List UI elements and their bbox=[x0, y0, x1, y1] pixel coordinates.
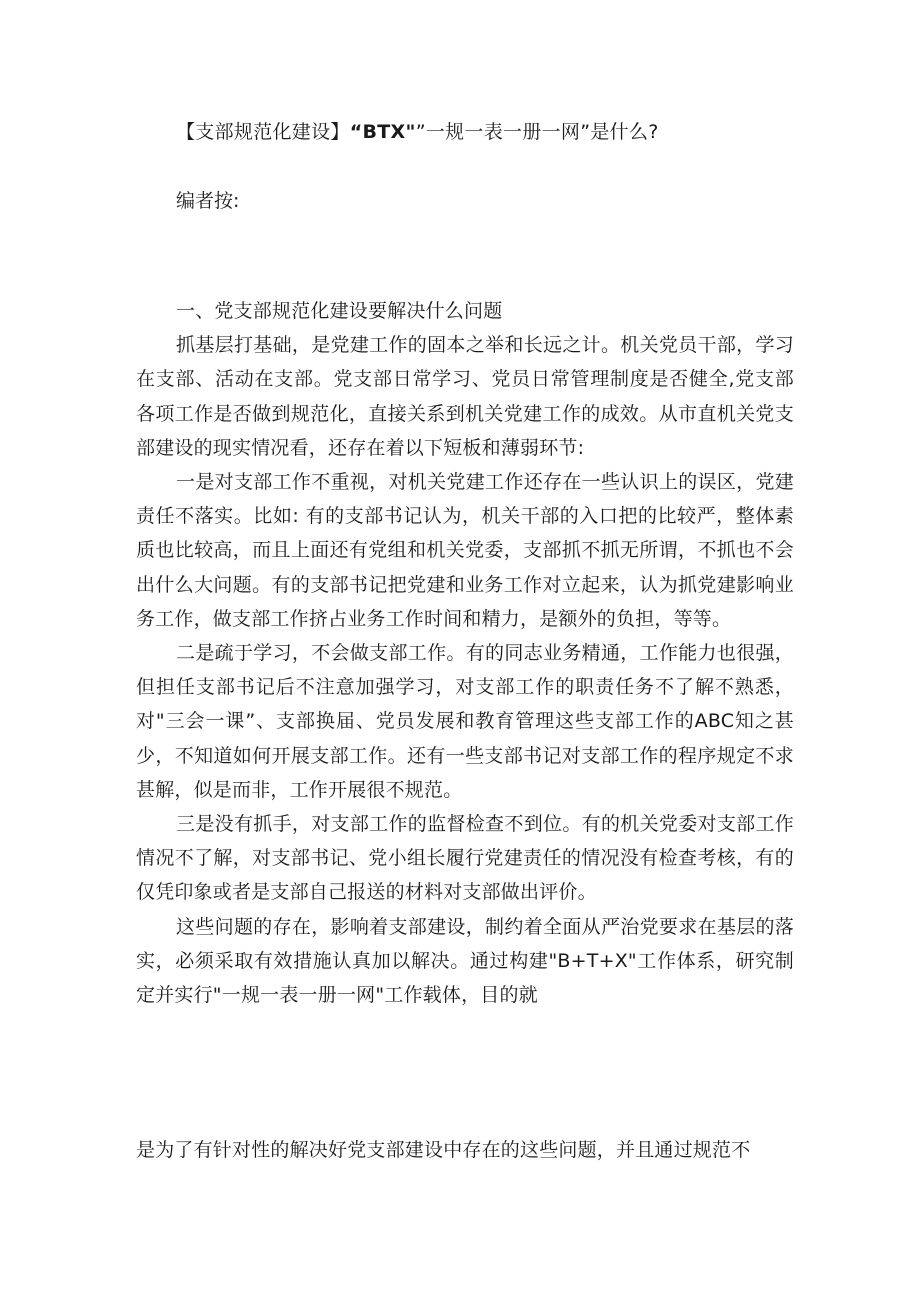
body-text bbox=[136, 294, 794, 1012]
paragraph-2: 一是对支部工作不重视，对机关党建工作还存在一些认识上的误区，党建责任不落实。比如: 有的支部书记认为，机关干部的入口把的比较严，整体素质也比较高，而且上面还有党组和机关党委，支部抓不抓无所谓，不抓也不会出什么大问题。有的支部书记把党建和业务工作对立起来，认为抓党建影响业务工作，做支部工作挤占业务工作时间和精力，是额外的负担，等等。 bbox=[136, 471, 794, 630]
title-bold-segment: “BTX" bbox=[349, 121, 416, 143]
paragraph-3: 二是疏于学习，不会做支部工作。有的同志业务精通，工作能力也很强，但担任支部书记后不注意加强学习，对支部工作的职责任务不了解不熟悉，对"三会一课”、支部换届、党员发展和教育管理这些支部工作的ABC知之甚少，不知道如何开展支部工作。还有一些支部书记对支部工作的程序规定不求甚解，似是而非，工作开展很不规范。 bbox=[136, 642, 794, 801]
section-heading: 一、党支部规范化建设要解决什么问题 bbox=[176, 300, 503, 322]
paragraph-1: 抓基层打基础，是党建工作的固本之举和长远之计。机关党员干部，学习在支部、活动在支部。党支部日常学习、党员日常管理制度是否健全,党支部各项工作是否做到规范化，直接关系到机关党建工作的成效。从市直机关党支部建设的现实情况看，还存在着以下短板和薄弱环节: bbox=[136, 334, 794, 459]
title-prefix: 【支部规范化建设】 bbox=[176, 121, 350, 143]
paragraph-5: 这些问题的存在，影响着支部建设，制约着全面从严治党要求在基层的落实，必须采取有效措施认真加以解决。通过构建"B+T+X"工作体系，研究制定并实行"一规一表一册一网"工作载体，目的就 bbox=[136, 915, 794, 1007]
title-suffix: ”一规一表一册一网”是什么? bbox=[415, 121, 659, 143]
document-title bbox=[176, 117, 796, 147]
editor-note: 编者按: bbox=[176, 190, 240, 212]
continuation-line: 是为了有针对性的解决好党支部建设中存在的这些问题，并且通过规范不 bbox=[136, 1139, 751, 1161]
paragraph-4: 三是没有抓手，对支部工作的监督检查不到位。有的机关党委对支部工作情况不了解，对支部书记、党小组长履行党建责任的情况没有检查考核，有的仅凭印象或者是支部自己报送的材料对支部做出评价。 bbox=[136, 813, 794, 904]
